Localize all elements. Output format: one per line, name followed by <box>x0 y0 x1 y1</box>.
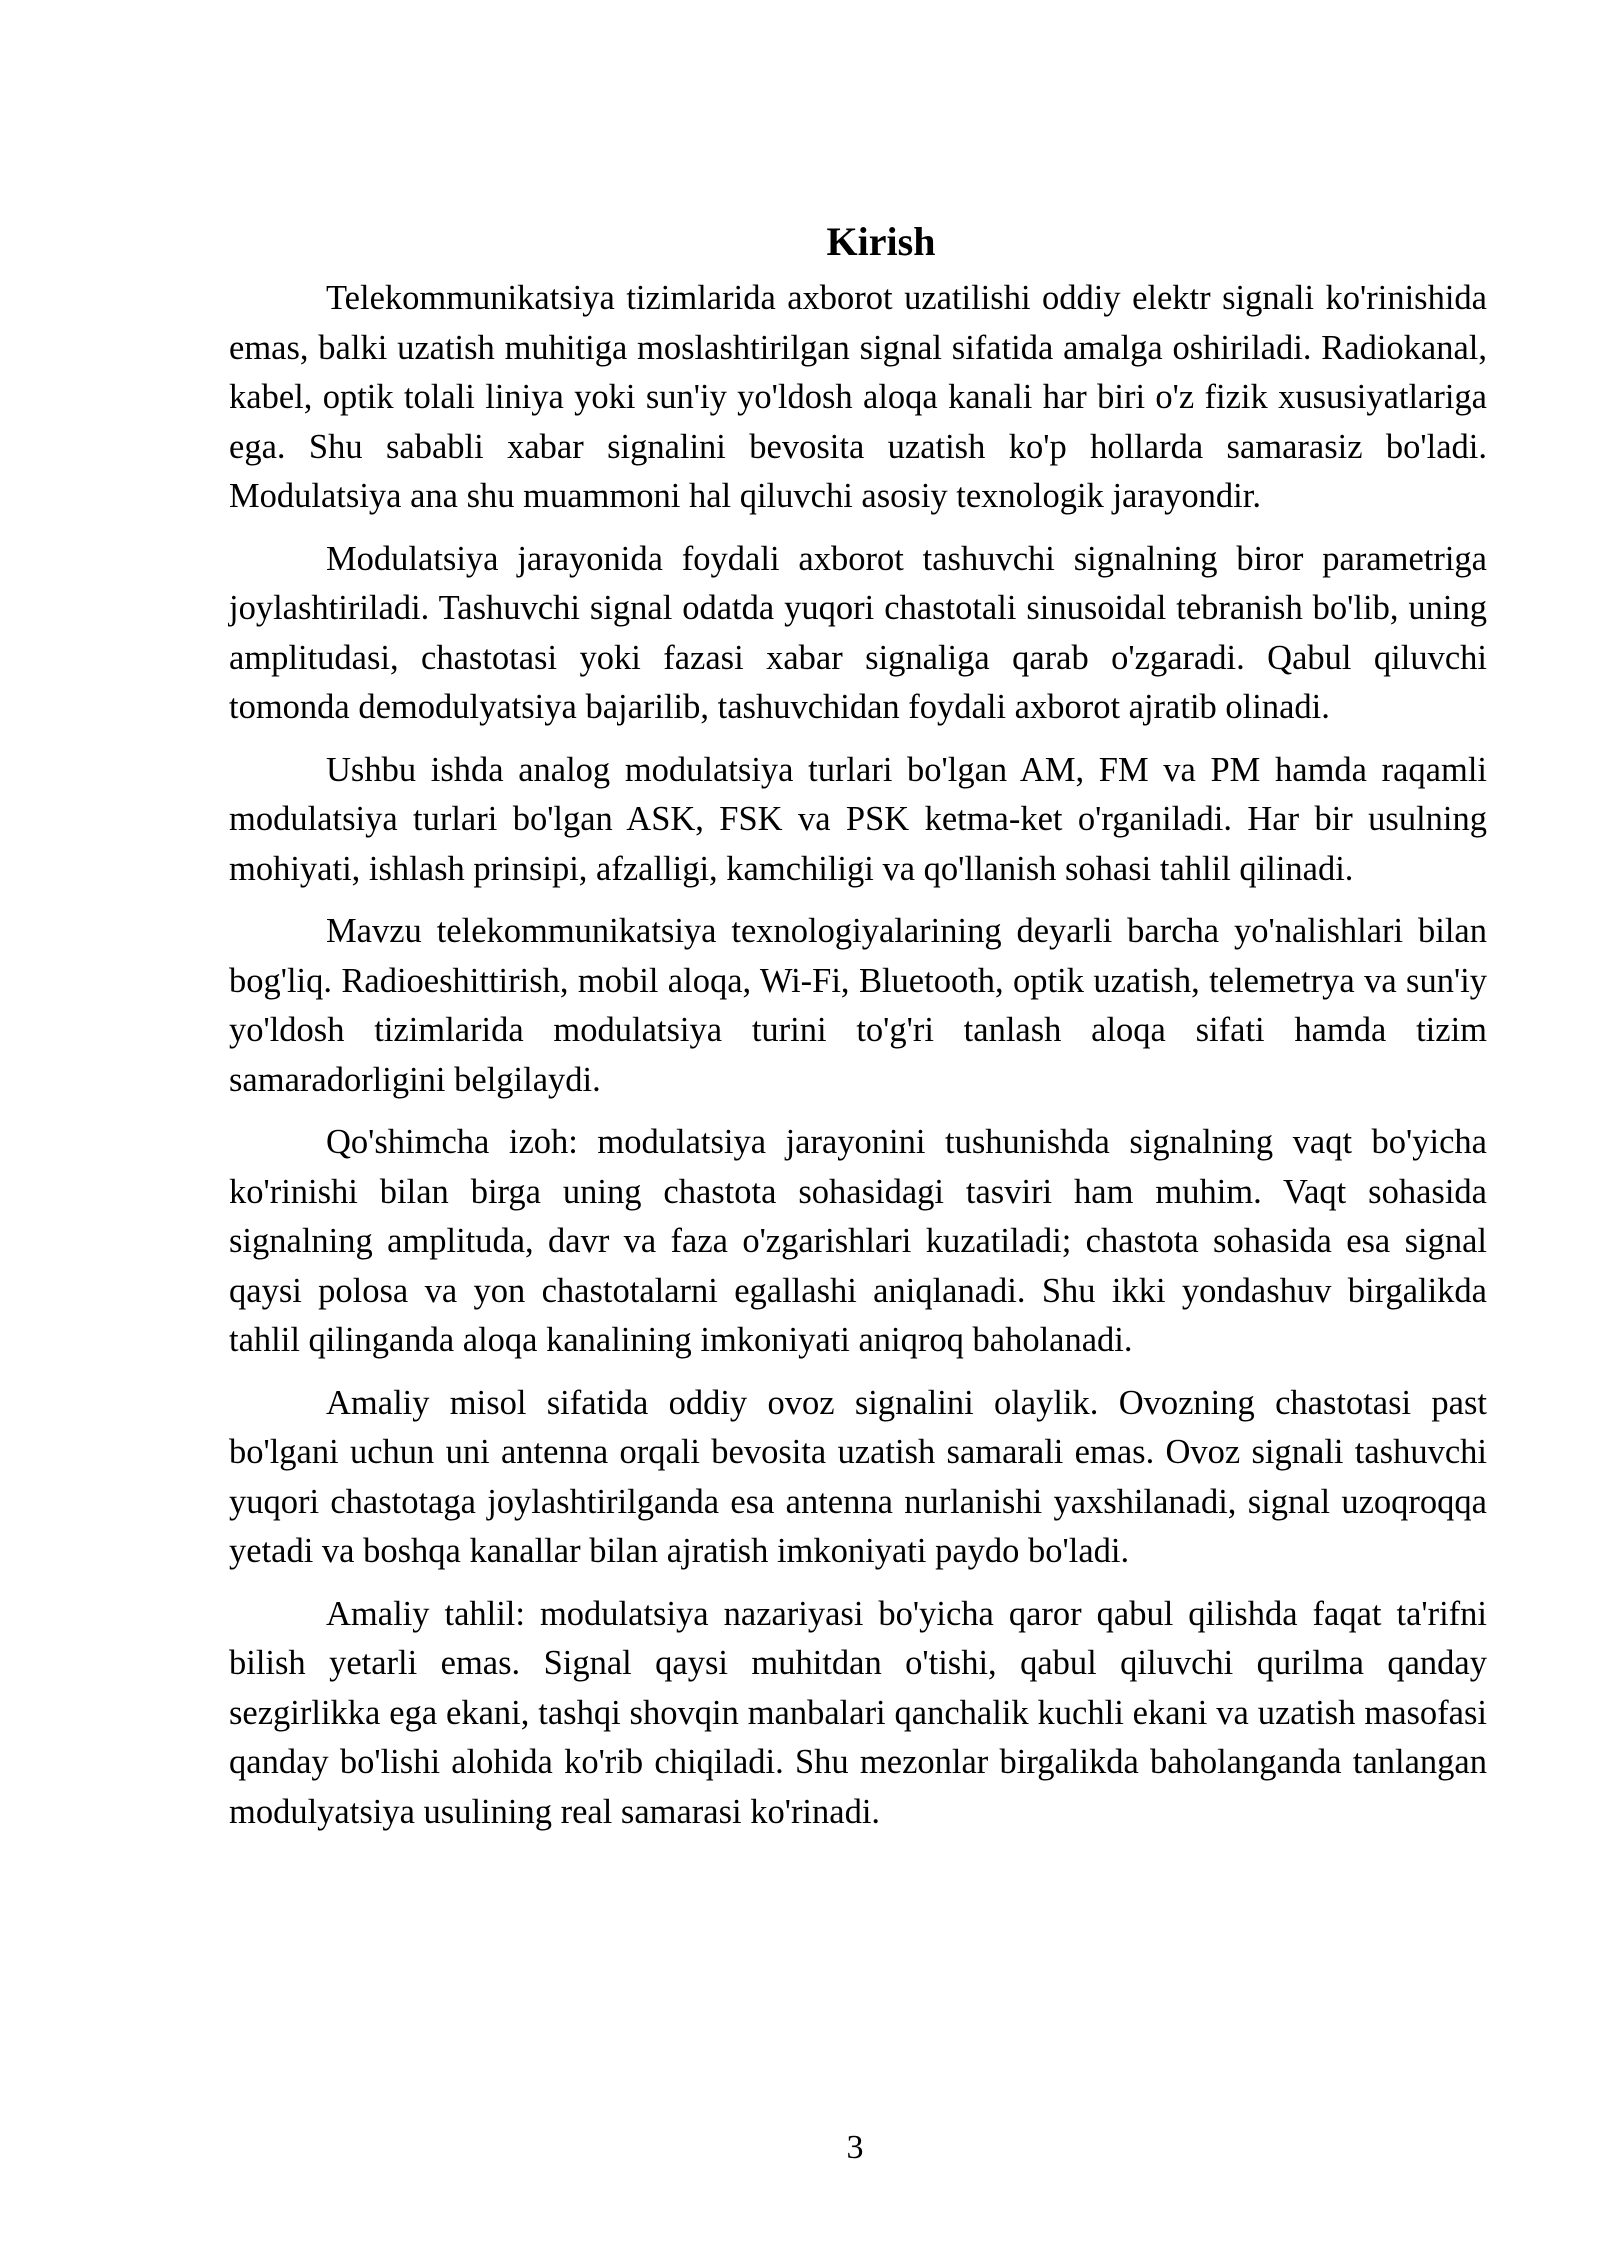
page-content <box>229 212 1487 1850</box>
paragraph-intro-transmission: Telekommunikatsiya tizimlarida axborot uzatilishi oddiy elektr signali ko'rinishida emas, balki uzatish muhitiga moslashtirilgan signal sifatida amalga oshiriladi. Radiokanal, kabel, optik tolali liniya yoki sun'iy yo'ldosh aloqa kanali har biri o'z fizik xususiyatlariga ega. Shu sababli xabar signalini bevosita uzatish ko'p hollarda samarasiz bo'ladi. Modulatsiya ana shu muammoni hal qiluvchi asosiy texnologik jarayondir. <box>229 279 1487 515</box>
paragraph-topic-relevance: Mavzu telekommunikatsiya texnologiyalarining deyarli barcha yo'nalishlari bilan bog'liq. Radioeshittirish, mobil aloqa, Wi-Fi, Bluetooth, optik uzatish, telemetrya va sun'iy yo'ldosh tizimlarida modulatsiya turini to'g'ri tanlash aloqa sifati hamda tizim samaradorligini belgilaydi. <box>229 912 1487 1099</box>
paragraph-work-scope: Ushbu ishda analog modulatsiya turlari bo'lgan AM, FM va PM hamda raqamli modulatsiya turlari bo'lgan ASK, FSK va PSK ketma-ket o'rganiladi. Har bir usulning mohiyati, ishlash prinsipi, afzalligi, kamchiligi va qo'llanish sohasi tahlil qilinadi. <box>229 750 1487 888</box>
paragraph-practical-example: Amaliy misol sifatida oddiy ovoz signalini olaylik. Ovozning chastotasi past bo'lgani uchun uni antenna orqali bevosita uzatish samarali emas. Ovoz signali tashuvchi yuqori chastotaga joylashtirilganda esa antenna nurlanishi yaxshilanadi, signal uzoqroqqa yetadi va boshqa kanallar bilan ajratish imkoniyati paydo bo'ladi. <box>229 1383 1487 1570</box>
paragraph-practical-analysis: Amaliy tahlil: modulatsiya nazariyasi bo'yicha qaror qabul qilishda faqat ta'rifni bilish yetarli emas. Signal qaysi muhitdan o'tishi, qabul qiluvchi qurilma qanday sezgirlikka ega ekani, tashqi shovqin manbalari qanchalik kuchli ekani va uzatish masofasi qanday bo'lishi alohida ko'rib chiqiladi. Shu mezonlar birgalikda baholanganda tanlangan modulyatsiya usulining real samarasi ko'rinadi. <box>229 1594 1487 1831</box>
section-title: Kirish <box>826 219 936 264</box>
paragraph-additional-note: Qo'shimcha izoh: modulatsiya jarayonini tushunishda signalning vaqt bo'yicha ko'rinishi bilan birga uning chastota sohasidagi tasviri ham muhim. Vaqt sohasida signalning amplituda, davr va faza o'zgarishlari kuzatiladi; chastota sohasida esa signal qaysi polosa va yon chastotalarni egallashi aniqlanadi. Shu ikki yondashuv birgalikda tahlil qilinganda aloqa kanalining imkoniyati aniqroq baholanadi. <box>229 1123 1487 1359</box>
page-number: 3 <box>846 2129 864 2166</box>
paragraph-modulation-process: Modulatsiya jarayonida foydali axborot tashuvchi signalning biror parametriga joylashtiriladi. Tashuvchi signal odatda yuqori chastotali sinusoidal tebranish bo'lib, uning amplitudasi, chastotasi yoki fazasi xabar signaliga qarab o'zgaradi. Qabul qiluvchi tomonda demodulyatsiya bajarilib, tashuvchidan foydali axborot ajratib olinadi. <box>229 539 1487 726</box>
